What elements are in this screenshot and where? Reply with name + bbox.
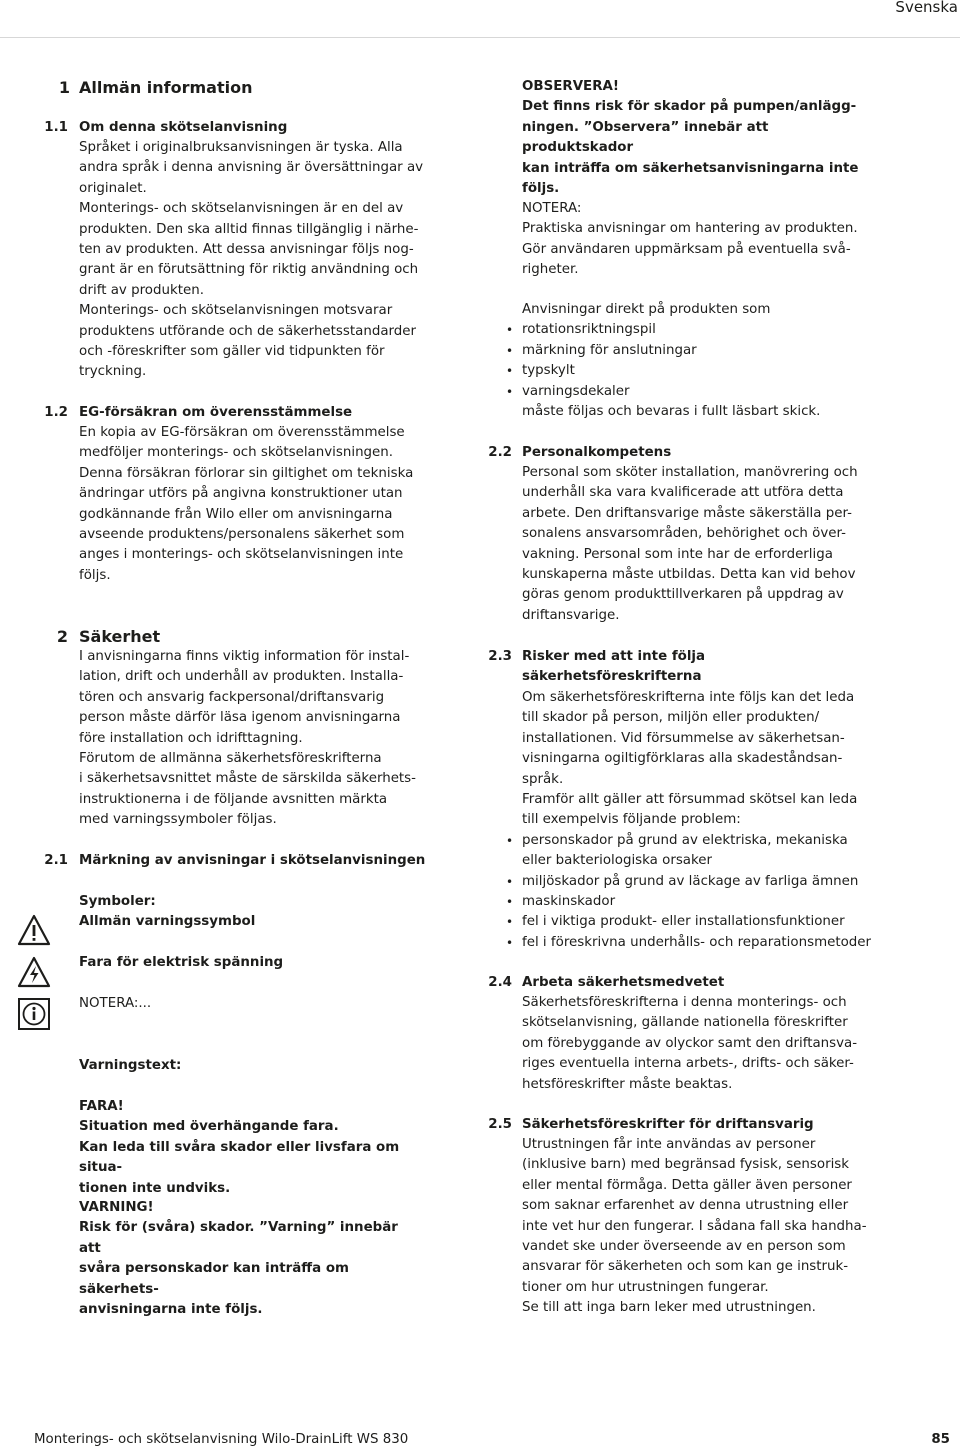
section-2-5-title: Säkerhetsföreskrifter för driftansvarig: [522, 1117, 814, 1132]
notice-block: NOTERA: Praktiska anvisningar om hantering av produkten. Gör användaren uppmärksam på eventuella svå- righeter.: [522, 199, 872, 281]
list-item: • rotationsriktningspil: [522, 320, 872, 340]
section-2-2-title: Personalkompetens: [522, 445, 672, 460]
section-1-title: Allmän information: [79, 78, 253, 97]
section-1-2-title: EG-försäkran om överensstämmelse: [79, 405, 353, 420]
section-1-1-title: Om denna skötselanvisning: [79, 120, 288, 135]
caution-title: OBSERVERA!: [522, 79, 619, 94]
section-2-5-number: 2.5: [488, 1117, 512, 1132]
warning-title: VARNING!: [79, 1200, 154, 1215]
list-item: • fel i föreskrivna underhålls- och reparationsmetoder: [522, 933, 872, 953]
section-2-3-number: 2.3: [488, 649, 512, 664]
section-2-number: 2: [56, 627, 68, 646]
list-item: • typskylt: [522, 361, 872, 381]
list-item: • märkning för anslutningar: [522, 341, 872, 361]
section-2-1-title: Märkning av anvisningar i skötselanvisningen: [79, 853, 426, 868]
info-icon: [17, 997, 51, 1031]
header-divider: [0, 37, 960, 38]
footer-title: Monterings- och skötselanvisning Wilo-DrainLift WS 830: [34, 1432, 409, 1447]
danger-block: FARA! Situation med överhängande fara. Kan leda till svåra skador eller livsfara om situa- tionen inte undviks.: [79, 1097, 424, 1199]
section-1-number: 1: [58, 78, 70, 97]
section-2-4-title: Arbeta säkerhetsmedvetet: [522, 975, 725, 990]
warning-block: VARNING! Risk för (svåra) skador. ”Varning” innebär att svåra personskador kan inträffa om säkerhets- anvisningarna inte följs.: [79, 1198, 424, 1320]
section-2-4-number: 2.4: [488, 975, 512, 990]
notice-title: NOTERA:: [522, 201, 582, 216]
warning-text-label: Varningstext:: [79, 1058, 182, 1073]
warning-triangle-icon: [17, 913, 51, 947]
section-2-title: Säkerhet: [79, 627, 161, 646]
problems-list: [522, 831, 872, 953]
electric-danger-label: Fara för elektrisk spänning: [79, 955, 284, 970]
section-2-1-number: 2.1: [44, 853, 68, 868]
note-label: NOTERA:...: [79, 996, 152, 1011]
product-markings-list: [522, 320, 872, 402]
section-2-2-body: Personal som sköter installation, manövrering och underhåll ska vara kvalificerade att utföra detta arbete. Den driftansvarige måste säkerställa per- sonalens ansvarsområden, behörighet och över- vakning. Personal som inte har de erforderliga kunskaperna måste utbildas. Detta kan vid behov göras genom produkttillverkaren på uppdrag av driftansvarige.: [522, 465, 858, 623]
section-1-2-number: 1.2: [44, 405, 68, 420]
list-item: • miljöskador på grund av läckage av farliga ämnen: [522, 872, 872, 892]
symbols-label: Symboler:: [79, 894, 156, 909]
section-2-3-title: Risker med att inte följa säkerhetsföreskrifterna: [522, 649, 706, 685]
electric-hazard-icon: [17, 955, 51, 989]
list-item: • varningsdekaler: [522, 382, 872, 402]
product-markings-block: Anvisningar direkt på produkten som • rotationsriktningspil • märkning för anslutningar • typskylt • varningsdekaler måste följas och bevaras i fullt läsbart skick.: [522, 300, 872, 422]
section-2-2-number: 2.2: [488, 445, 512, 460]
page-number: 85: [931, 1432, 950, 1447]
list-item: • maskinskador: [522, 892, 872, 912]
section-2-3-body: Om säkerhetsföreskrifterna inte följs kan det leda till skador på person, miljön eller produkten/ installationen. Vid försummelse av säkerhetsan- visningarna ogiltigförklaras alla skadeståndsan- språk. Framför allt gäller att försummad skötsel kan leda till exempelvis följande problem: • personskador på grund av elektriska, mekaniska eller bakteriologiska orsaker • miljöskador på grund av läckage av farliga ämnen • maskinskador • fel i viktiga produkt- eller installationsfunktioner • fel i föreskrivna underhålls- och reparationsmetoder: [522, 688, 872, 953]
language-label: Svenska: [895, 0, 958, 16]
general-warning-label: Allmän varningssymbol: [79, 914, 256, 929]
section-1-1-number: 1.1: [44, 120, 68, 135]
caution-block: OBSERVERA! Det finns risk för skador på pumpen/anlägg- ningen. ”Observera” innebär att produktskador kan inträffa om säkerhetsanvisningarna inte följs.: [522, 77, 872, 199]
section-2-5-body: Utrustningen får inte användas av personer (inklusive barn) med begränsad fysisk, sensorisk eller mental förmåga. Detta gäller även personer som saknar erfarenhet av denna utrustning eller inte vet hur den fungerar. I sådana fall ska handha- vandet ske under överseende av en person som ansvarar för säkerheten och som kan ge instruk- tioner om hur utrustningen fungerar. Se till att inga barn leker med utrustningen.: [522, 1137, 867, 1316]
section-1-1-body: Språket i originalbruksanvisningen är tyska. Alla andra språk i denna anvisning är översättningar av originalet. Monterings- och skötselanvisningen är en del av produkten. Den ska alltid finnas tillgänglig i närhe- ten av produkten. Att dessa anvisningar följs nog- grant är en förutsättning för riktig användning och drift av produkten. Monterings- och skötselanvisningen motsvarar produktens utförande och de säkerhetsstandarder och -föreskrifter som gäller vid tidpunkten för tryckning.: [79, 140, 424, 380]
section-2-body: I anvisningarna finns viktig information för instal- lation, drift och underhåll av produkten. Installa- tören och ansvarig fackpersonal/driftansvarig person måste därför läsa igenom anvisningarna före installation och idrifttagning. Förutom de allmänna säkerhetsföreskrifterna i säkerhetsavsnittet måste de särskilda säkerhets- instruktionerna i de följande avsnitten märkta med varningssymboler följas.: [79, 649, 416, 828]
list-item: • fel i viktiga produkt- eller installationsfunktioner: [522, 912, 872, 932]
danger-title: FARA!: [79, 1099, 124, 1114]
list-item: • personskador på grund av elektriska, mekaniska eller bakteriologiska orsaker: [522, 831, 872, 872]
section-1-2-body: En kopia av EG-försäkran om överensstämmelse medföljer monterings- och skötselanvisningen. Denna försäkran förlorar sin giltighet om tekniska ändringar utförs på angivna konstruktioner utan godkännande från Wilo eller om anvisningarna avseende produktens/personalens säkerhet som anges i monterings- och skötselanvisningen inte följs.: [79, 425, 414, 583]
section-2-4-body: Säkerhetsföreskrifterna i denna monterings- och skötselanvisning, gällande nationella föreskrifter om förebyggande av olyckor samt den driftansva- riges eventuella interna arbets-, drifts- och säker- hetsföreskrifter måste beaktas.: [522, 995, 858, 1092]
